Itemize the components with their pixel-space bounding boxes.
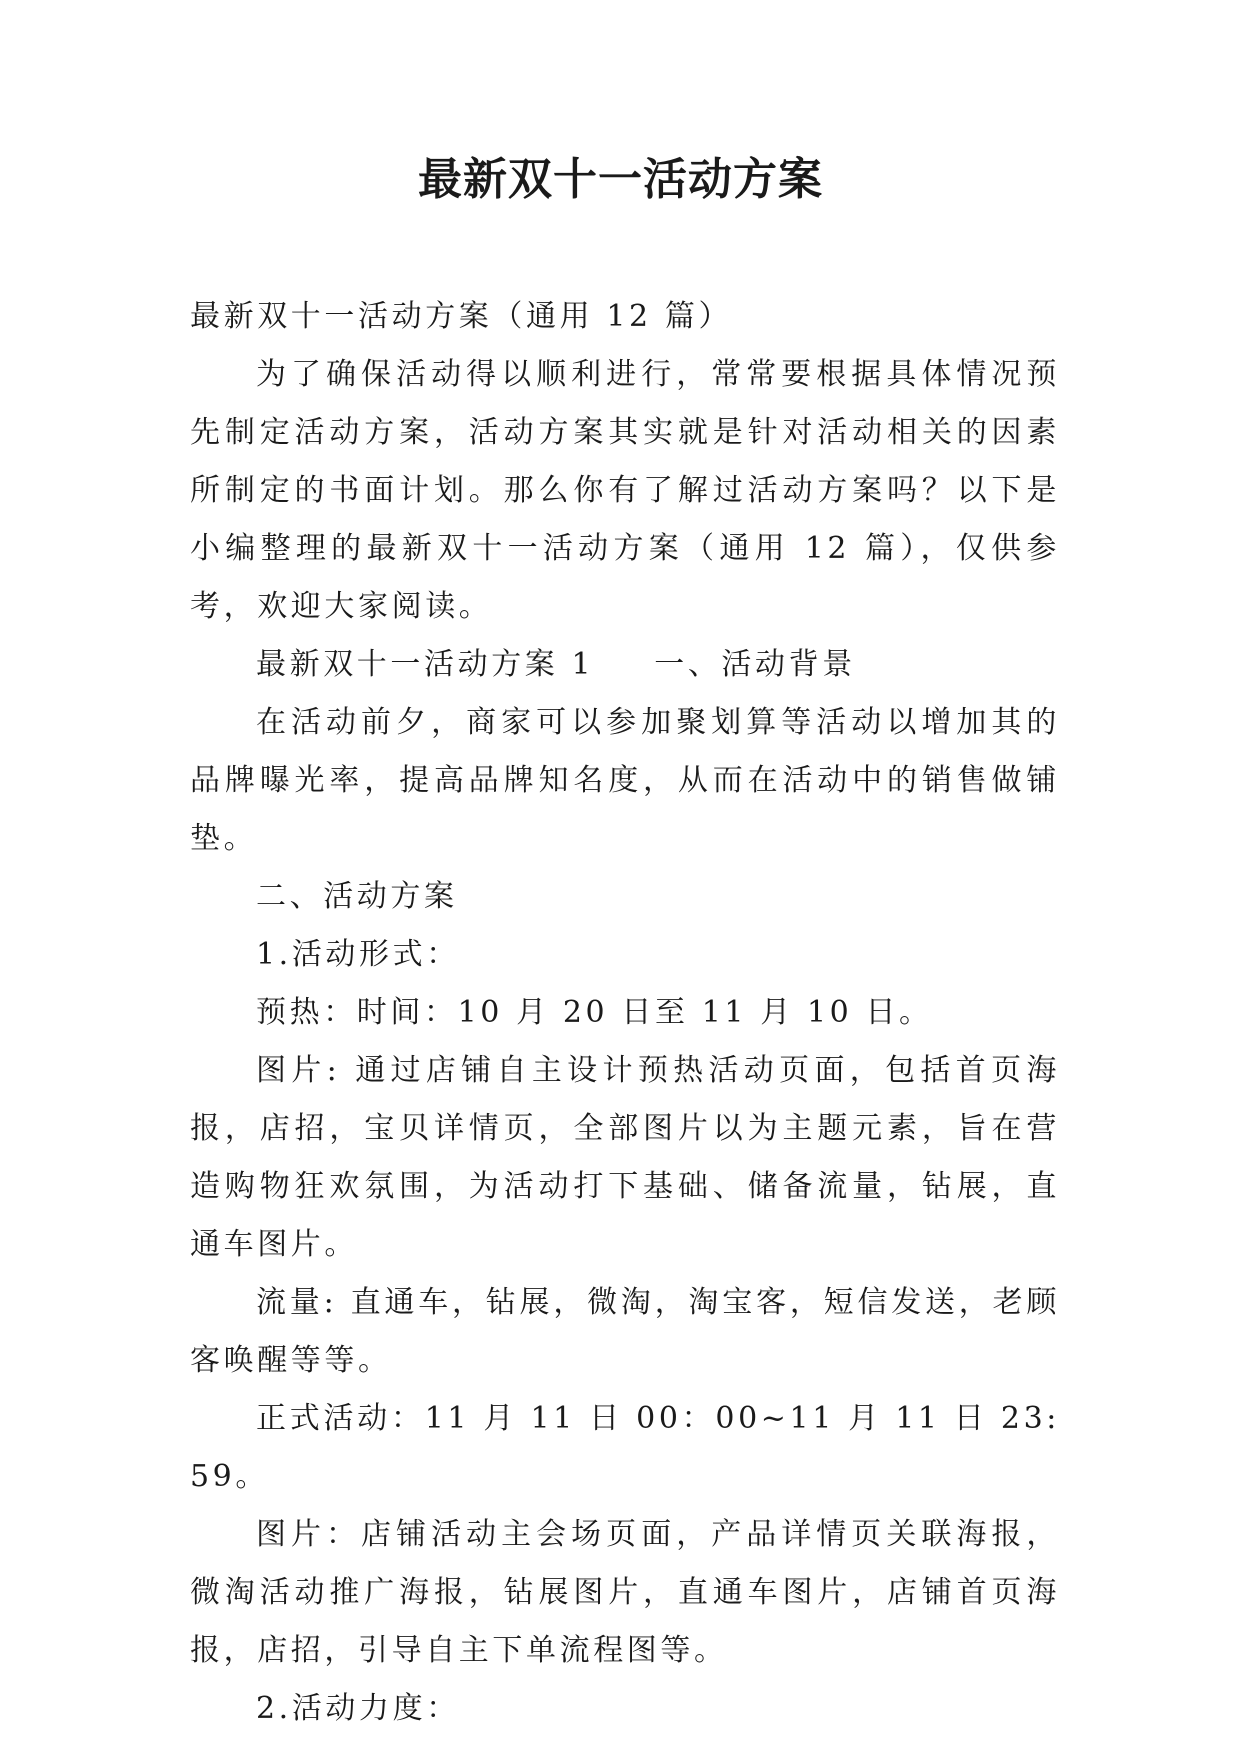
background-paragraph: 在活动前夕，商家可以参加聚划算等活动以增加其的品牌曝光率，提高品牌知名度，从而在活动中的销售做铺垫。: [190, 705, 1060, 856]
intensity-heading: 2.活动力度：: [256, 1691, 460, 1726]
document-subtitle: 最新双十一活动方案（通用 12 篇）: [190, 299, 733, 334]
document-title: 最新双十一活动方案: [418, 154, 823, 205]
intro-paragraph: 为了确保活动得以顺利进行，常常要根据具体情况预先制定活动方案，活动方案其实就是针对活动相关的因素所制定的书面计划。那么你有了解过活动方案吗？以下是小编整理的最新双十一活动方案（通用 12 篇），仅供参考，欢迎大家阅读。: [190, 357, 1060, 624]
section1-title: 最新双十一活动方案 1: [256, 647, 595, 682]
formal-images-paragraph: 图片：店铺活动主会场页面，产品详情页关联海报，微淘活动推广海报，钻展图片，直通车图片，店铺首页海报，店招，引导自主下单流程图等。: [190, 1517, 1060, 1668]
document-body: [190, 288, 1060, 1738]
section1-heading-line: [190, 636, 1060, 694]
background-heading: 一、活动背景: [654, 647, 856, 682]
form-heading: 1.活动形式：: [256, 937, 460, 972]
plan-heading: 二、活动方案: [256, 879, 458, 914]
preheat-images-paragraph: 图片: 通过店铺自主设计预热活动页面，包括首页海报，店招，宝贝详情页，全部图片以为主题元素，旨在营造购物狂欢氛围，为活动打下基础、储备流量，钻展，直通车图片。: [190, 1053, 1060, 1262]
preheat-time-paragraph: 预热：时间：10 月 20 日至 11 月 10 日。: [256, 995, 933, 1030]
formal-time-paragraph: 正式活动：11 月 11 日 00：00~11 月 11 日 23:59。: [190, 1401, 1060, 1494]
traffic-paragraph: 流量: 直通车，钻展，微淘，淘宝客，短信发送，老顾客唤醒等等。: [190, 1285, 1060, 1378]
